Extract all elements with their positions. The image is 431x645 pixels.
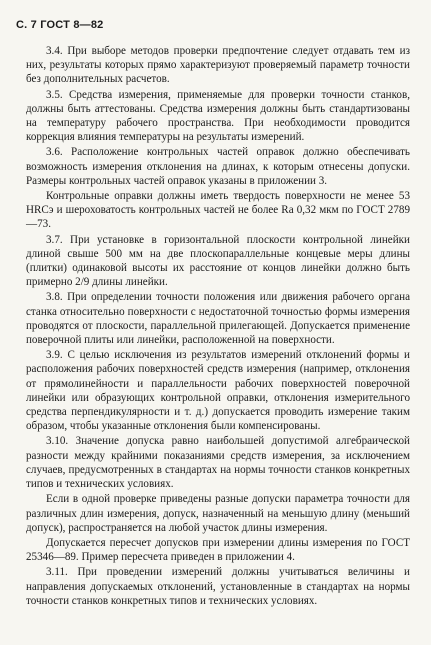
paragraph-3-5: 3.5. Средства измерения, применяемые для проверки точности станков, должны быть аттестованы. Средства измерения должны быть стандартизованы на температуру рабочего пространства. При необходимости проводится коррекция влияния температуры на результаты измерений. — [26, 88, 410, 144]
paragraph-3-10: 3.10. Значение допуска равно наибольшей допустимой алгебраической разности между крайними показаниями средств измерения, за исключением случаев, предусмотренных в стандартах на нормы точности станков конкретных типов и технических условиях. — [26, 435, 410, 491]
paragraph-different-tolerances: Если в одной проверке приведены разные допуски параметра точности для различных длин измерения, допуск, назначенный на меньшую длину (меньший допуск), распространяется на любой участок длины измерения. — [26, 493, 410, 534]
paragraph-3-9: 3.9. С целью исключения из результатов измерений отклонений формы и расположения рабочих поверхностей средств измерения (например, отклонения от прямолинейности и параллельности рабочих поверхностей поверочной линейки или образующих контрольной оправки, отклонения измерительного средства перпендикулярности и т. д.) допускается проводить измерение таким образом, чтобы указанные отклонения были компенсированы. — [26, 349, 410, 433]
paragraph-3-11: 3.11. При проведении измерений должны учитываться величины и направления допускаемых отклонений, установленные в стандартах на нормы точности станков конкретных типов и технических условиях. — [26, 566, 410, 607]
paragraph-mandrel-hardness: Контрольные оправки должны иметь твердость поверхности не менее 53 HRCэ и шероховатость контрольных частей не более Ra 0,32 мкм по ГОСТ 2789—73. — [26, 190, 410, 231]
document-body — [26, 44, 410, 608]
paragraph-3-6: 3.6. Расположение контрольных частей оправок должно обеспечивать возможность измерения отклонения на длинах, к которым отнесены допуски. Размеры контрольных частей оправок указаны в приложении 3. — [26, 146, 410, 187]
page-header: С. 7 ГОСТ 8—82 — [16, 19, 104, 31]
paragraph-tolerance-recalculation: Допускается пересчет допусков при измерении длины измерения по ГОСТ 25346—89. Пример пересчета приведен в приложении 4. — [26, 536, 410, 564]
paragraph-3-4: 3.4. При выборе методов проверки предпочтение следует отдавать тем из них, результаты которых прямо характеризуют проверяемый параметр точности без дополнительных расчетов. — [26, 45, 410, 86]
paragraph-3-8: 3.8. При определении точности положения или движения рабочего органа станка относительно поверхности с недостаточной точностью формы измерения проводятся от плоскости, параллельной прилегающей. Допускается применение поверочной плиты или линейки, расположенной на поверхности. — [26, 291, 410, 347]
paragraph-3-7: 3.7. При установке в горизонтальной плоскости контрольной линейки длиной свыше 500 мм на две плоскопараллельные концевые меры длины (плитки) одинаковой высоты их расстояние от концов линейки должно быть примерно 2/9 длины линейки. — [26, 233, 410, 289]
